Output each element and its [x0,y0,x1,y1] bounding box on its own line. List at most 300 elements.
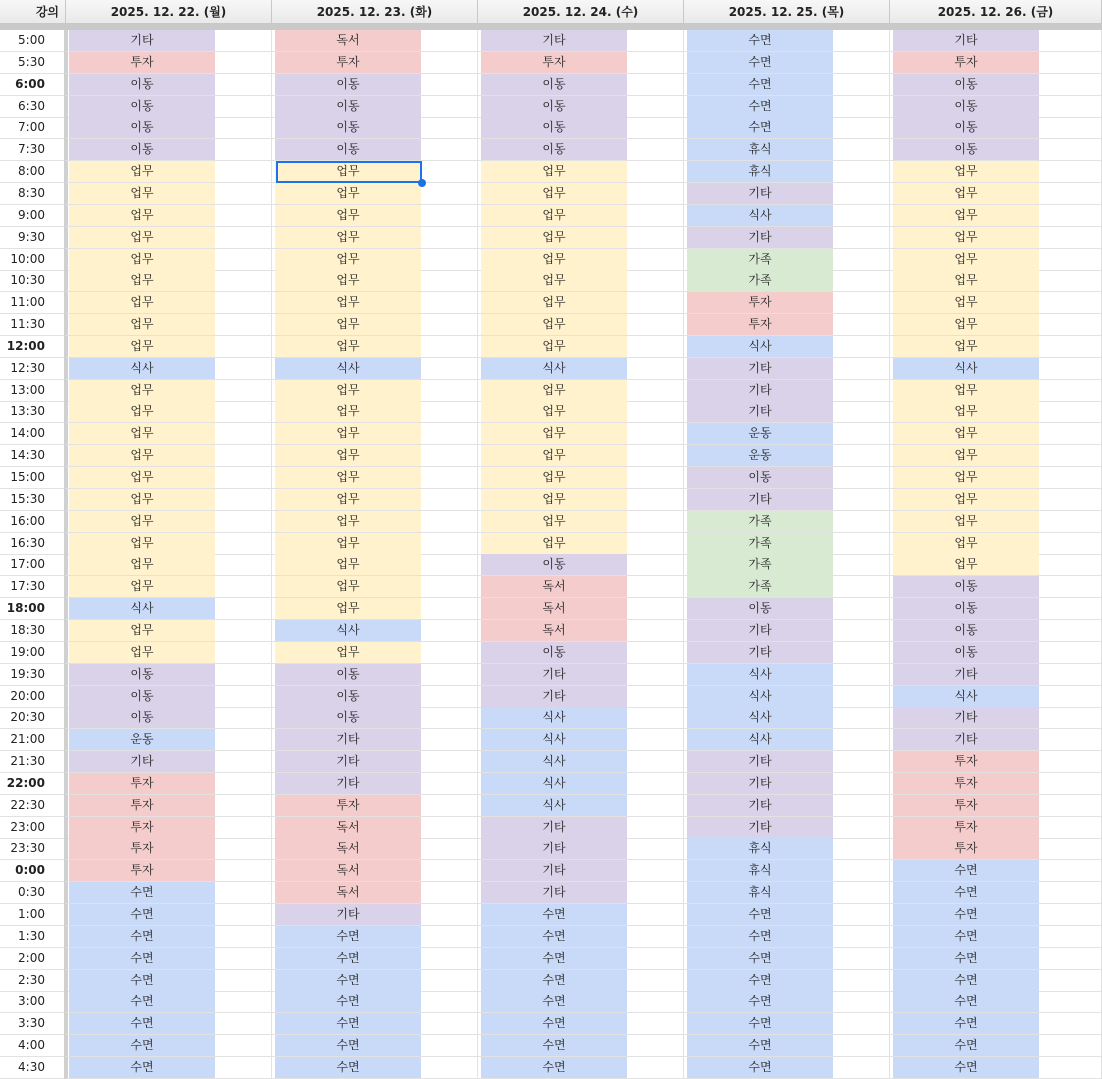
activity-cell[interactable]: 이동 [275,96,421,117]
time-label[interactable]: 12:30 [0,358,66,380]
time-label[interactable]: 14:00 [0,423,66,445]
time-label[interactable]: 5:00 [0,30,66,52]
time-label[interactable]: 2:00 [0,948,66,970]
activity-cell[interactable]: 수면 [893,991,1039,1012]
day-cell[interactable] [66,161,272,183]
day-cell[interactable] [890,30,1102,52]
activity-cell[interactable]: 수면 [893,970,1039,991]
day-cell[interactable] [684,1057,890,1079]
day-cell[interactable] [478,96,684,118]
day-cell[interactable] [684,358,890,380]
activity-cell[interactable]: 이동 [481,554,627,575]
activity-cell[interactable]: 업무 [69,292,215,313]
day-cell[interactable] [272,74,478,96]
activity-cell[interactable]: 기타 [893,30,1039,51]
activity-cell[interactable]: 업무 [481,292,627,313]
activity-cell[interactable]: 휴식 [687,882,833,903]
activity-cell[interactable]: 수면 [687,991,833,1012]
activity-cell[interactable]: 업무 [69,489,215,510]
activity-cell[interactable]: 투자 [893,838,1039,859]
time-label[interactable]: 3:00 [0,991,66,1013]
activity-cell[interactable]: 업무 [275,183,421,204]
activity-cell[interactable]: 식사 [687,729,833,750]
activity-cell[interactable]: 기타 [687,227,833,248]
activity-cell[interactable]: 식사 [687,707,833,728]
activity-cell[interactable]: 투자 [687,314,833,335]
time-label[interactable]: 1:00 [0,904,66,926]
day-cell[interactable] [272,970,478,992]
activity-cell[interactable]: 업무 [275,642,421,663]
activity-cell[interactable]: 식사 [687,664,833,685]
day-cell[interactable] [684,1035,890,1057]
activity-cell[interactable]: 수면 [893,926,1039,947]
activity-cell[interactable]: 업무 [69,511,215,532]
activity-cell[interactable]: 휴식 [687,161,833,182]
activity-cell[interactable]: 수면 [481,970,627,991]
day-cell[interactable] [272,707,478,729]
day-cell[interactable] [272,445,478,467]
activity-cell[interactable]: 기타 [69,30,215,51]
time-label[interactable]: 19:00 [0,642,66,664]
day-cell[interactable] [478,227,684,249]
activity-cell[interactable]: 가족 [687,511,833,532]
activity-cell[interactable]: 이동 [893,139,1039,160]
day-cell[interactable] [272,423,478,445]
day-cell[interactable] [66,926,272,948]
day-cell[interactable] [272,926,478,948]
day-cell[interactable] [684,1013,890,1035]
activity-cell[interactable]: 수면 [275,926,421,947]
day-cell[interactable] [272,117,478,139]
activity-cell[interactable]: 투자 [481,52,627,73]
activity-cell[interactable]: 업무 [481,467,627,488]
day-cell[interactable] [478,817,684,839]
day-cell[interactable] [66,401,272,423]
time-label[interactable]: 13:00 [0,380,66,402]
activity-cell[interactable]: 수면 [275,1013,421,1034]
activity-cell[interactable]: 수면 [275,948,421,969]
activity-cell[interactable]: 가족 [687,270,833,291]
day-cell[interactable] [890,991,1102,1013]
activity-cell[interactable]: 투자 [69,795,215,816]
time-label[interactable]: 7:00 [0,117,66,139]
activity-cell[interactable]: 이동 [275,686,421,707]
day-cell[interactable] [890,292,1102,314]
day-cell[interactable] [478,1013,684,1035]
activity-cell[interactable]: 업무 [893,511,1039,532]
day-cell[interactable] [478,664,684,686]
day-cell[interactable] [890,1035,1102,1057]
day-cell[interactable] [66,380,272,402]
day-cell[interactable] [478,904,684,926]
day-cell[interactable] [684,227,890,249]
day-cell[interactable] [478,620,684,642]
day-cell[interactable] [890,817,1102,839]
activity-cell[interactable]: 이동 [893,96,1039,117]
activity-cell[interactable]: 식사 [481,707,627,728]
activity-cell[interactable]: 수면 [481,991,627,1012]
day-cell[interactable] [478,52,684,74]
day-cell[interactable] [890,161,1102,183]
day-cell[interactable] [890,205,1102,227]
day-cell[interactable] [272,860,478,882]
day-cell[interactable] [272,991,478,1013]
activity-cell[interactable]: 이동 [687,598,833,619]
activity-cell[interactable]: 업무 [275,554,421,575]
activity-cell[interactable]: 독서 [481,576,627,597]
day-cell[interactable] [66,467,272,489]
day-cell[interactable] [66,1013,272,1035]
day-cell[interactable] [272,686,478,708]
activity-cell[interactable]: 기타 [481,817,627,838]
activity-cell[interactable]: 업무 [481,489,627,510]
day-cell[interactable] [478,773,684,795]
time-label[interactable]: 7:30 [0,139,66,161]
activity-cell[interactable]: 수면 [893,882,1039,903]
day-cell[interactable] [890,598,1102,620]
activity-cell[interactable]: 투자 [687,292,833,313]
day-cell[interactable] [66,838,272,860]
corner-header-cell[interactable]: 강의 [0,0,66,24]
activity-cell[interactable]: 휴식 [687,139,833,160]
activity-cell[interactable]: 독서 [275,838,421,859]
activity-cell[interactable]: 가족 [687,554,833,575]
day-cell[interactable] [684,74,890,96]
day-cell[interactable] [684,467,890,489]
activity-cell[interactable]: 식사 [481,773,627,794]
day-cell[interactable] [684,183,890,205]
day-cell[interactable] [684,686,890,708]
day-cell[interactable] [684,620,890,642]
activity-cell[interactable]: 이동 [893,74,1039,95]
day-cell[interactable] [478,205,684,227]
day-cell[interactable] [684,161,890,183]
activity-cell[interactable]: 기타 [481,30,627,51]
activity-cell[interactable]: 투자 [69,817,215,838]
activity-cell[interactable]: 운동 [687,423,833,444]
day-cell[interactable] [66,817,272,839]
activity-cell[interactable]: 업무 [69,401,215,422]
activity-cell[interactable]: 수면 [69,904,215,925]
activity-cell[interactable]: 식사 [893,358,1039,379]
time-label[interactable]: 15:00 [0,467,66,489]
day-cell[interactable] [66,904,272,926]
activity-cell[interactable]: 이동 [481,139,627,160]
activity-cell[interactable]: 이동 [69,139,215,160]
activity-cell[interactable]: 투자 [893,795,1039,816]
activity-cell[interactable]: 업무 [481,183,627,204]
day-cell[interactable] [890,467,1102,489]
activity-cell[interactable]: 수면 [893,1035,1039,1056]
activity-cell[interactable]: 수면 [275,991,421,1012]
activity-cell[interactable]: 업무 [893,336,1039,357]
day-cell[interactable] [890,445,1102,467]
day-cell[interactable] [478,991,684,1013]
time-label[interactable]: 17:30 [0,576,66,598]
activity-cell[interactable]: 이동 [893,598,1039,619]
activity-cell[interactable]: 투자 [69,860,215,881]
day-cell[interactable] [66,358,272,380]
activity-cell[interactable]: 수면 [275,970,421,991]
time-label[interactable]: 20:00 [0,686,66,708]
activity-cell[interactable]: 수면 [687,30,833,51]
time-label[interactable]: 0:00 [0,860,66,882]
day-cell[interactable] [890,642,1102,664]
activity-cell[interactable]: 기타 [893,707,1039,728]
day-cell[interactable] [478,117,684,139]
activity-cell[interactable]: 기타 [481,664,627,685]
time-label[interactable]: 22:30 [0,795,66,817]
day-cell[interactable] [272,882,478,904]
day-cell[interactable] [272,401,478,423]
activity-cell[interactable]: 업무 [893,401,1039,422]
day-cell[interactable] [890,314,1102,336]
activity-cell[interactable]: 수면 [687,926,833,947]
time-label[interactable]: 2:30 [0,970,66,992]
activity-cell[interactable]: 업무 [481,249,627,270]
activity-cell[interactable]: 휴식 [687,860,833,881]
day-cell[interactable] [66,686,272,708]
activity-cell[interactable]: 업무 [481,336,627,357]
activity-cell[interactable]: 기타 [275,751,421,772]
activity-cell[interactable]: 업무 [275,576,421,597]
activity-cell[interactable]: 수면 [275,1057,421,1078]
activity-cell[interactable]: 수면 [687,117,833,138]
day-cell[interactable] [66,270,272,292]
activity-cell[interactable]: 기타 [481,860,627,881]
time-label[interactable]: 16:30 [0,533,66,555]
day-cell[interactable] [272,30,478,52]
activity-cell[interactable]: 수면 [69,1057,215,1078]
time-label[interactable]: 15:30 [0,489,66,511]
activity-cell[interactable]: 식사 [687,205,833,226]
day-cell[interactable] [684,511,890,533]
day-cell[interactable] [66,773,272,795]
day-cell[interactable] [890,838,1102,860]
day-cell[interactable] [66,1057,272,1079]
time-label[interactable]: 23:00 [0,817,66,839]
day-cell[interactable] [66,533,272,555]
day-cell[interactable] [478,314,684,336]
day-cell[interactable] [66,970,272,992]
day-cell[interactable] [66,948,272,970]
time-label[interactable]: 8:30 [0,183,66,205]
day-cell[interactable] [478,729,684,751]
day-cell[interactable] [478,882,684,904]
day-cell[interactable] [478,445,684,467]
day-cell[interactable] [478,686,684,708]
day-cell[interactable] [684,882,890,904]
activity-cell[interactable]: 식사 [69,358,215,379]
day-cell[interactable] [66,707,272,729]
activity-cell[interactable]: 기타 [275,773,421,794]
time-label[interactable]: 18:00 [0,598,66,620]
activity-cell[interactable]: 이동 [275,707,421,728]
activity-cell[interactable]: 기타 [687,817,833,838]
time-label[interactable]: 6:00 [0,74,66,96]
day-header-1[interactable]: 2025. 12. 22. (월) [66,0,272,24]
day-cell[interactable] [272,380,478,402]
day-cell[interactable] [66,882,272,904]
day-cell[interactable] [684,948,890,970]
activity-cell[interactable]: 수면 [687,1035,833,1056]
activity-cell[interactable]: 업무 [893,270,1039,291]
activity-cell[interactable]: 업무 [275,598,421,619]
day-cell[interactable] [66,249,272,271]
activity-cell[interactable]: 업무 [893,183,1039,204]
activity-cell[interactable]: 기타 [687,380,833,401]
day-cell[interactable] [684,314,890,336]
day-cell[interactable] [684,707,890,729]
activity-cell[interactable]: 업무 [275,249,421,270]
day-cell[interactable] [684,795,890,817]
activity-cell[interactable]: 수면 [687,96,833,117]
activity-cell[interactable]: 업무 [481,533,627,554]
day-cell[interactable] [478,292,684,314]
activity-cell[interactable]: 업무 [275,336,421,357]
day-cell[interactable] [684,139,890,161]
day-cell[interactable] [890,620,1102,642]
day-cell[interactable] [478,30,684,52]
day-cell[interactable] [890,860,1102,882]
activity-cell[interactable]: 기타 [893,729,1039,750]
activity-cell[interactable]: 운동 [69,729,215,750]
day-header-3[interactable]: 2025. 12. 24. (수) [478,0,684,24]
day-cell[interactable] [66,642,272,664]
time-label[interactable]: 4:00 [0,1035,66,1057]
day-cell[interactable] [478,838,684,860]
activity-cell[interactable]: 업무 [481,511,627,532]
day-cell[interactable] [478,533,684,555]
activity-cell[interactable]: 수면 [893,948,1039,969]
day-cell[interactable] [272,1057,478,1079]
activity-cell[interactable]: 수면 [687,948,833,969]
activity-cell[interactable]: 수면 [69,1035,215,1056]
activity-cell[interactable]: 이동 [275,139,421,160]
activity-cell[interactable]: 수면 [687,52,833,73]
activity-cell[interactable]: 업무 [275,205,421,226]
day-cell[interactable] [478,183,684,205]
activity-cell[interactable]: 기타 [687,401,833,422]
day-cell[interactable] [890,533,1102,555]
day-cell[interactable] [66,860,272,882]
activity-cell[interactable]: 기타 [481,686,627,707]
activity-cell[interactable]: 독서 [275,817,421,838]
day-cell[interactable] [478,139,684,161]
day-cell[interactable] [66,1035,272,1057]
day-cell[interactable] [478,489,684,511]
activity-cell[interactable]: 기타 [893,664,1039,685]
day-cell[interactable] [272,729,478,751]
activity-cell[interactable]: 이동 [893,642,1039,663]
activity-cell[interactable]: 업무 [275,314,421,335]
activity-cell[interactable]: 이동 [69,96,215,117]
activity-cell[interactable]: 기타 [687,183,833,204]
time-label[interactable]: 10:30 [0,270,66,292]
activity-cell[interactable]: 투자 [275,795,421,816]
day-cell[interactable] [478,970,684,992]
activity-cell[interactable]: 업무 [275,292,421,313]
activity-cell[interactable]: 업무 [893,489,1039,510]
activity-cell[interactable]: 수면 [69,991,215,1012]
activity-cell[interactable]: 업무 [481,161,627,182]
activity-cell[interactable]: 이동 [69,664,215,685]
activity-cell[interactable]: 가족 [687,576,833,597]
day-cell[interactable] [684,860,890,882]
day-cell[interactable] [478,707,684,729]
day-cell[interactable] [478,860,684,882]
activity-cell[interactable]: 기타 [687,773,833,794]
activity-cell[interactable]: 투자 [893,817,1039,838]
day-cell[interactable] [478,380,684,402]
activity-cell[interactable]: 업무 [275,445,421,466]
day-cell[interactable] [66,554,272,576]
day-cell[interactable] [66,795,272,817]
time-label[interactable]: 9:00 [0,205,66,227]
day-cell[interactable] [890,74,1102,96]
activity-cell[interactable]: 이동 [893,620,1039,641]
activity-cell[interactable]: 이동 [275,117,421,138]
day-cell[interactable] [272,292,478,314]
day-cell[interactable] [890,52,1102,74]
day-cell[interactable] [272,751,478,773]
activity-cell[interactable]: 업무 [481,401,627,422]
day-cell[interactable] [890,249,1102,271]
activity-cell[interactable]: 수면 [893,1057,1039,1078]
activity-cell[interactable]: 업무 [69,270,215,291]
day-cell[interactable] [272,249,478,271]
day-cell[interactable] [890,183,1102,205]
activity-cell[interactable]: 수면 [481,1035,627,1056]
activity-cell[interactable]: 수면 [481,926,627,947]
day-cell[interactable] [272,183,478,205]
day-cell[interactable] [272,161,478,183]
day-cell[interactable] [684,205,890,227]
day-cell[interactable] [684,489,890,511]
activity-cell[interactable]: 식사 [275,358,421,379]
day-cell[interactable] [66,52,272,74]
day-cell[interactable] [478,1057,684,1079]
activity-cell[interactable]: 업무 [893,249,1039,270]
day-cell[interactable] [684,533,890,555]
day-cell[interactable] [684,991,890,1013]
day-cell[interactable] [478,598,684,620]
activity-cell[interactable]: 가족 [687,533,833,554]
day-cell[interactable] [272,1013,478,1035]
time-label[interactable]: 5:30 [0,52,66,74]
activity-cell[interactable]: 식사 [481,795,627,816]
day-cell[interactable] [272,838,478,860]
activity-cell[interactable]: 수면 [481,948,627,969]
activity-cell[interactable]: 업무 [275,161,421,182]
activity-cell[interactable]: 기타 [687,358,833,379]
day-cell[interactable] [66,139,272,161]
day-cell[interactable] [66,576,272,598]
time-label[interactable]: 11:00 [0,292,66,314]
activity-cell[interactable]: 수면 [69,970,215,991]
time-label[interactable]: 22:00 [0,773,66,795]
activity-cell[interactable]: 수면 [893,1013,1039,1034]
activity-cell[interactable]: 투자 [893,52,1039,73]
activity-cell[interactable]: 업무 [893,533,1039,554]
day-cell[interactable] [890,904,1102,926]
time-label[interactable]: 21:00 [0,729,66,751]
time-label[interactable]: 23:30 [0,838,66,860]
activity-cell[interactable]: 업무 [893,227,1039,248]
day-cell[interactable] [272,52,478,74]
activity-cell[interactable]: 투자 [893,773,1039,794]
day-header-4[interactable]: 2025. 12. 25. (목) [684,0,890,24]
